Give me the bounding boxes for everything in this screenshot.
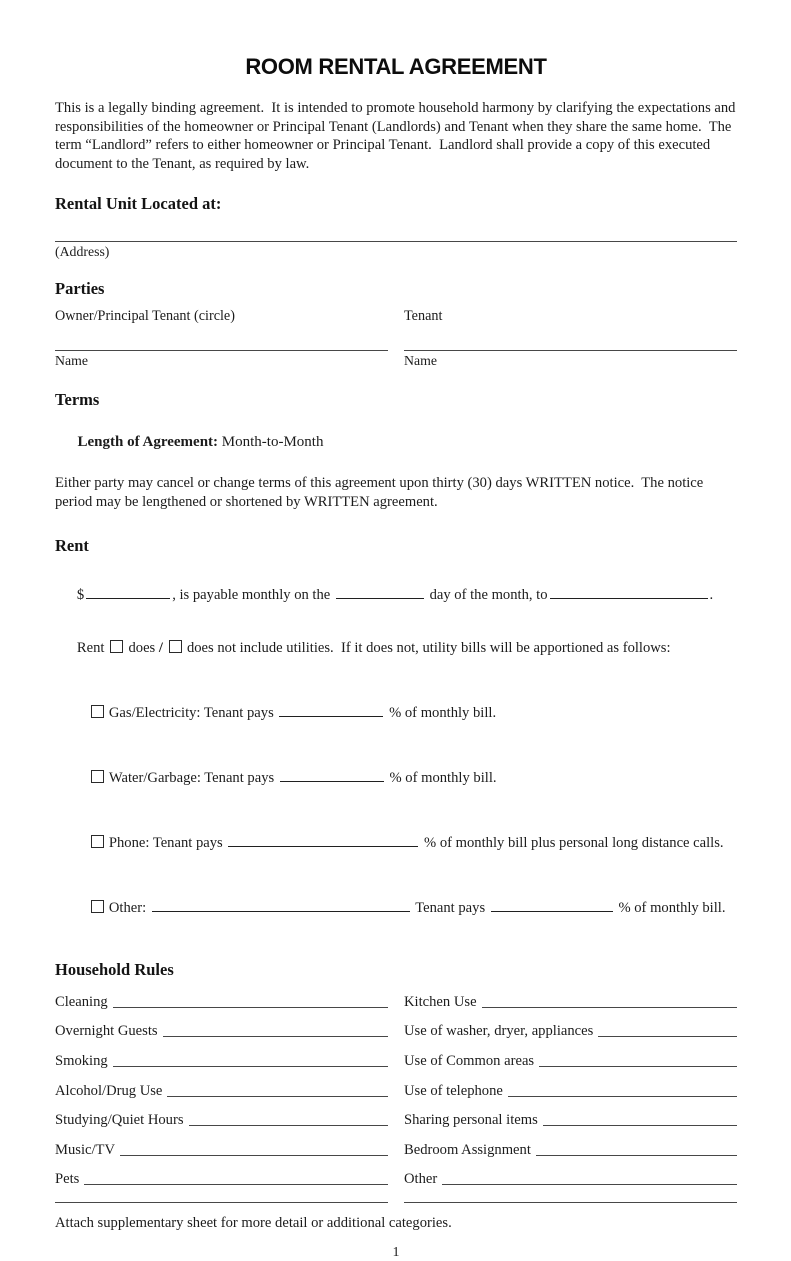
other-utility-checkbox[interactable] [91,900,104,913]
rent-period: . [709,587,714,604]
rule-smoking [55,1053,388,1070]
other-utility-percent-blank[interactable] [491,899,613,912]
intro-paragraph: This is a legally binding agreement. It is intended to promote household harmony by clarifying the expectations and responsibilities of the homeowner or Principal Tenant (Landlords) and Tenant when they share the same home. The term “Landlord” refers to either homeowner or Principal Tenant. Landlord shall provide a copy of this executed document to the Tenant, as required by law. [55,100,740,172]
rule-music-tv [55,1142,388,1159]
rent-amount-blank[interactable] [86,586,170,599]
owner-name-label: Name [55,353,88,369]
tenant-name-label: Name [404,353,437,369]
rule-sharing-items [404,1112,737,1129]
rule-kitchen-use-label: Kitchen Use [404,993,477,1010]
tenant-name-fill-line[interactable] [404,350,737,351]
rule-sharing-items-label: Sharing personal items [404,1112,538,1129]
rule-other-fill-line[interactable] [442,1183,737,1185]
rule-extra-right-fill-line[interactable] [404,1201,737,1203]
rule-pets [55,1171,388,1188]
owner-name-fill-line[interactable] [55,350,388,351]
does-checkbox[interactable] [110,640,123,653]
rule-kitchen-use [404,994,737,1011]
rent-heading: Rent [55,536,89,556]
does-not-label: does not [186,640,237,657]
rule-kitchen-use-fill-line[interactable] [482,1006,737,1008]
other-utility-desc-blank[interactable] [152,899,410,912]
rule-bedroom-assignment-label: Bedroom Assignment [404,1141,531,1158]
rule-washer-dryer [404,1023,737,1040]
rule-studying [55,1112,388,1129]
rule-overnight-guests-label: Overnight Guests [55,1023,158,1040]
section-terms [55,390,737,511]
rule-other-label: Other [404,1171,438,1188]
rule-sharing-items-fill-line[interactable] [543,1124,737,1126]
rule-telephone-fill-line[interactable] [508,1095,737,1097]
section-rental-unit [55,194,737,260]
phone-suffix: % of monthly bill plus personal long distance calls. [424,835,724,852]
length-of-agreement-value: Month-to-Month [218,434,324,451]
utility-item-phone [55,817,737,869]
rule-alcohol-drug-fill-line[interactable] [167,1095,388,1097]
utilities-rest-text: include utilities. If it does not, utility bills will be apportioned as follows: [239,640,671,657]
household-rules-grid [55,981,737,1206]
rule-alcohol-drug-label: Alcohol/Drug Use [55,1082,163,1099]
rule-washer-dryer-label: Use of washer, dryer, appliances [404,1023,594,1040]
owner-column [55,299,388,369]
terms-heading: Terms [55,390,100,410]
notice-paragraph: Either party may cancel or change terms of this agreement upon thirty (30) days WRITTEN notice. The notice period may be lengthened or shortened by WRITTEN agreement. [55,475,707,510]
length-of-agreement-line [55,417,737,468]
rules-row-2 [55,1011,737,1041]
rule-telephone [404,1083,737,1100]
rules-row-4 [55,1070,737,1100]
rule-pets-fill-line[interactable] [84,1183,388,1185]
rules-row-7 [55,1159,737,1189]
rules-row-1 [55,981,737,1011]
household-rules-heading: Household Rules [55,960,174,980]
rule-cleaning-fill-line[interactable] [113,1006,388,1008]
other-utility-label: Other: [108,900,147,917]
rent-payable-text: , is payable monthly on the [172,587,331,604]
rent-day-blank[interactable] [336,586,424,599]
phone-label: Phone: Tenant pays [108,835,223,852]
does-not-checkbox[interactable] [169,640,182,653]
rule-smoking-label: Smoking [55,1052,108,1069]
tenant-label: Tenant [404,308,443,325]
does-label: does [128,640,156,657]
gas-electricity-suffix: % of monthly bill. [389,705,497,722]
page-number: 1 [392,1244,400,1260]
other-utility-mid: Tenant pays [415,900,486,917]
rule-overnight-guests-fill-line[interactable] [163,1035,388,1037]
rule-studying-fill-line[interactable] [189,1124,388,1126]
rule-pets-label: Pets [55,1171,80,1188]
rules-row-3 [55,1040,737,1070]
rule-common-areas-label: Use of Common areas [404,1052,535,1069]
address-label: (Address) [55,244,110,260]
rule-extra-left [55,1201,388,1206]
utility-item-gas [55,687,737,739]
owner-label: Owner/Principal Tenant (circle) [55,308,235,325]
rule-music-tv-label: Music/TV [55,1141,115,1158]
rent-payee-blank[interactable] [550,586,708,599]
rent-prefix: Rent [76,640,105,657]
rule-washer-dryer-fill-line[interactable] [598,1035,737,1037]
rule-telephone-label: Use of telephone [404,1082,503,1099]
rule-studying-label: Studying/Quiet Hours [55,1112,184,1129]
utility-item-water [55,752,737,804]
phone-checkbox[interactable] [91,835,104,848]
length-of-agreement-label: Length of Agreement: [77,434,219,451]
rules-row-6 [55,1129,737,1159]
section-rent [55,536,737,934]
rule-cleaning-label: Cleaning [55,993,108,1010]
water-garbage-percent-blank[interactable] [280,769,384,782]
tenant-column [404,299,737,369]
gas-electricity-label: Gas/Electricity: Tenant pays [108,705,274,722]
rule-common-areas-fill-line[interactable] [539,1065,737,1067]
gas-electricity-checkbox[interactable] [91,705,104,718]
rules-row-extra [55,1188,737,1206]
utility-item-other [55,882,737,934]
water-garbage-checkbox[interactable] [91,770,104,783]
address-fill-line[interactable] [55,241,737,242]
rent-amount-prefix: $ [76,587,85,604]
rent-utilities-line [55,623,737,674]
rule-cleaning [55,994,388,1011]
rental-unit-heading: Rental Unit Located at: [55,194,222,214]
rule-common-areas [404,1053,737,1070]
phone-percent-blank[interactable] [228,834,418,847]
rule-bedroom-assignment [404,1142,737,1159]
parties-heading: Parties [55,279,105,299]
gas-electricity-percent-blank[interactable] [279,704,383,717]
rule-other [404,1171,737,1188]
rule-smoking-fill-line[interactable] [113,1065,388,1067]
water-garbage-label: Water/Garbage: Tenant pays [108,770,275,787]
rule-bedroom-assignment-fill-line[interactable] [536,1154,737,1156]
document-title: ROOM RENTAL AGREEMENT [245,54,547,79]
rent-sentence [55,569,737,621]
rules-row-5 [55,1100,737,1130]
section-parties [55,279,737,369]
rent-day-text: day of the month, to [429,587,548,604]
section-household-rules [55,960,737,1232]
other-utility-suffix: % of monthly bill. [618,900,726,917]
rule-alcohol-drug [55,1083,388,1100]
rule-music-tv-fill-line[interactable] [120,1154,388,1156]
rule-overnight-guests [55,1023,388,1040]
rule-extra-right [404,1201,737,1206]
rule-extra-left-fill-line[interactable] [55,1201,388,1203]
supplementary-note: Attach supplementary sheet for more detail or additional categories. [55,1214,452,1231]
slash-separator: / [158,640,163,657]
water-garbage-suffix: % of monthly bill. [389,770,497,787]
